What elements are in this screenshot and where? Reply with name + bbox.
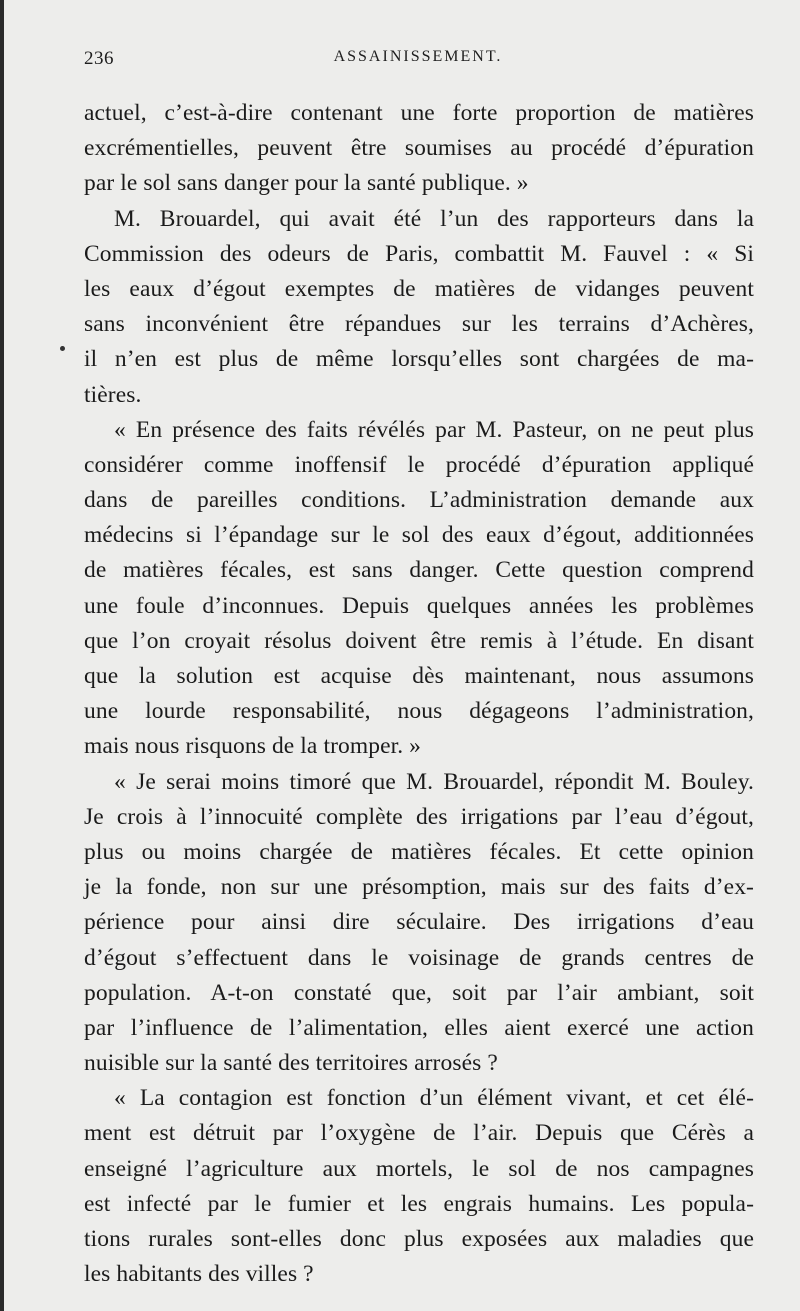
text-line: que la solution est acquise dès maintenant, nous assumons [84, 663, 754, 689]
text-line: nuisible sur la santé des territoires arrosés ? [84, 1050, 498, 1077]
page-header [84, 46, 752, 74]
text-line: par l’influence de l’alimentation, elles aient exercé une action [84, 1014, 754, 1041]
text-line: une foule d’inconnues. Depuis quelques années les problèmes [84, 592, 754, 619]
text-line: excrémentielles, peuvent être soumises au procédé d’épuration [84, 135, 754, 162]
text-line: médecins si l’épandage sur le sol des eaux d’égout, additionnées [84, 522, 754, 549]
text-line: par le sol sans danger pour la santé publique. » [84, 170, 529, 197]
text-line: « Je serai moins timoré que M. Brouardel, répondit M. Bouley. [114, 768, 754, 795]
page-edge-shadow [0, 0, 4, 1311]
text-line: de matières fécales, est sans danger. Cette question comprend [84, 557, 754, 584]
text-line: « En présence des faits révélés par M. Pasteur, on ne peut plus [114, 416, 754, 443]
text-line: je la fonde, non sur une présomption, mais sur des faits d’ex- [84, 874, 754, 901]
body-text [84, 96, 754, 1292]
text-line: une lourde responsabilité, nous dégageons l’administration, [84, 698, 754, 725]
text-line: est infecté par le fumier et les engrais humains. Les popula- [84, 1190, 754, 1217]
text-line: considérer comme inoffensif le procédé d’épuration appliqué [84, 451, 754, 478]
text-line: les habitants des villes ? [84, 1261, 314, 1288]
text-line: que l’on croyait résolus doivent être remis à l’étude. En disant [84, 627, 754, 654]
text-line: population. A-t-on constaté que, soit par l’air ambiant, soit [84, 979, 754, 1006]
text-line: actuel, c’est-à-dire contenant une forte proportion de matières [84, 100, 754, 126]
text-line: enseigné l’agriculture aux mortels, le sol de nos campagnes [84, 1155, 754, 1182]
running-head: ASSAINISSEMENT. [333, 48, 503, 65]
text-line: il n’en est plus de même lorsqu’elles sont chargées de ma- [84, 346, 754, 373]
margin-mark [60, 346, 65, 351]
text-line: Commission des odeurs de Paris, combattit M. Fauvel : « Si [84, 240, 754, 267]
text-line: mais nous risquons de la tromper. » [84, 733, 422, 760]
text-line: les eaux d’égout exemptes de matières de vidanges peuvent [84, 275, 754, 302]
page-number: 236 [84, 48, 114, 69]
text-line: sans inconvénient être répandues sur les terrains d’Achères, [84, 311, 754, 338]
text-line: tions rurales sont-elles donc plus exposées aux maladies que [84, 1226, 754, 1252]
text-line: M. Brouardel, qui avait été l’un des rapporteurs dans la [114, 205, 754, 232]
text-line: dans de pareilles conditions. L’administration demande aux [84, 487, 754, 514]
text-line: tières. [84, 381, 142, 408]
text-line: d’égout s’effectuent dans le voisinage de grands centres de [84, 944, 754, 971]
text-line: « La contagion est fonction d’un élément vivant, et cet élé- [114, 1085, 754, 1112]
text-line: Je crois à l’innocuité complète des irrigations par l’eau d’égout, [84, 803, 754, 830]
text-line: ment est détruit par l’oxygène de l’air. Depuis que Cérès a [84, 1120, 754, 1147]
text-line: périence pour ainsi dire séculaire. Des irrigations d’eau [84, 909, 754, 936]
text-line: plus ou moins chargée de matières fécales. Et cette opinion [84, 838, 754, 865]
